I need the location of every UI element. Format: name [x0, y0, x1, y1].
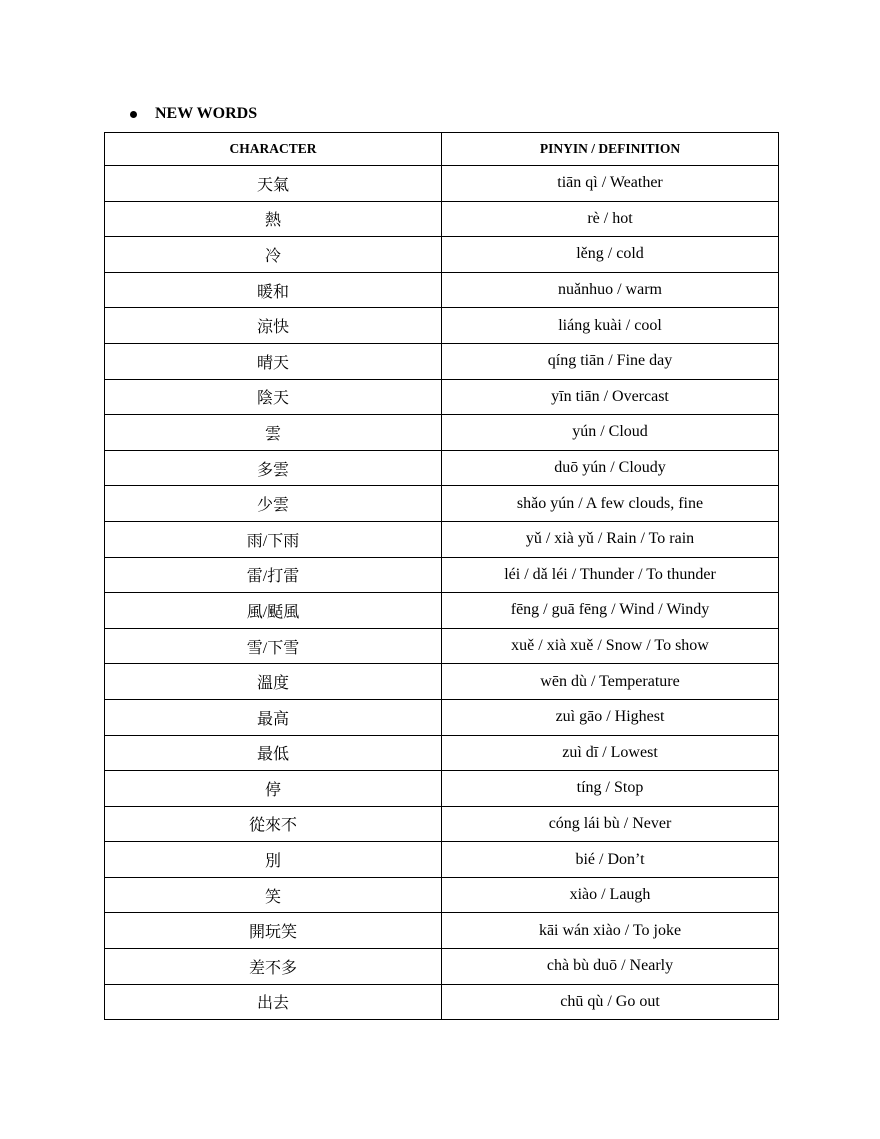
character-cell: 開玩笑 — [105, 913, 442, 949]
character-cell: 少雲 — [105, 486, 442, 522]
table-row — [105, 877, 779, 913]
definition-cell: léi / dǎ léi / Thunder / To thunder — [442, 557, 779, 593]
table-row — [105, 593, 779, 629]
table-row — [105, 557, 779, 593]
character-cell: 雷/打雷 — [105, 557, 442, 593]
table-row — [105, 308, 779, 344]
table-row — [105, 735, 779, 771]
character-cell: 風/颳風 — [105, 593, 442, 629]
definition-cell: duō yún / Cloudy — [442, 450, 779, 486]
table-row — [105, 842, 779, 878]
definition-cell: yǔ / xià yǔ / Rain / To rain — [442, 521, 779, 557]
character-cell: 涼快 — [105, 308, 442, 344]
character-cell: 最高 — [105, 699, 442, 735]
table-row — [105, 913, 779, 949]
character-cell: 別 — [105, 842, 442, 878]
table-row — [105, 415, 779, 451]
table-header-row — [105, 133, 779, 166]
table-row — [105, 984, 779, 1020]
character-cell: 晴天 — [105, 343, 442, 379]
table-row — [105, 272, 779, 308]
table-row — [105, 521, 779, 557]
definition-cell: liáng kuài / cool — [442, 308, 779, 344]
table-row — [105, 771, 779, 807]
table-row — [105, 166, 779, 202]
definition-cell: chà bù duō / Nearly — [442, 949, 779, 985]
character-cell: 暖和 — [105, 272, 442, 308]
character-cell: 冷 — [105, 237, 442, 273]
definition-cell: zuì dī / Lowest — [442, 735, 779, 771]
table-row — [105, 343, 779, 379]
table-row — [105, 664, 779, 700]
character-cell: 溫度 — [105, 664, 442, 700]
definition-cell: chū qù / Go out — [442, 984, 779, 1020]
character-cell: 差不多 — [105, 949, 442, 985]
character-cell: 雲 — [105, 415, 442, 451]
table-row — [105, 699, 779, 735]
table-row — [105, 486, 779, 522]
table-row — [105, 237, 779, 273]
definition-cell: wēn dù / Temperature — [442, 664, 779, 700]
column-header-character: CHARACTER — [105, 133, 442, 166]
section-heading — [130, 103, 257, 125]
bullet-icon — [130, 111, 137, 118]
character-cell: 最低 — [105, 735, 442, 771]
definition-cell: fēng / guā fēng / Wind / Windy — [442, 593, 779, 629]
definition-cell: tiān qì / Weather — [442, 166, 779, 202]
character-cell: 多雲 — [105, 450, 442, 486]
definition-cell: zuì gāo / Highest — [442, 699, 779, 735]
character-cell: 從來不 — [105, 806, 442, 842]
definition-cell: shǎo yún / A few clouds, fine — [442, 486, 779, 522]
character-cell: 雨/下雨 — [105, 521, 442, 557]
definition-cell: nuǎnhuo / warm — [442, 272, 779, 308]
table-row — [105, 201, 779, 237]
character-cell: 陰天 — [105, 379, 442, 415]
definition-cell: tíng / Stop — [442, 771, 779, 807]
definition-cell: cóng lái bù / Never — [442, 806, 779, 842]
definition-cell: rè / hot — [442, 201, 779, 237]
definition-cell: xuě / xià xuě / Snow / To show — [442, 628, 779, 664]
table-row — [105, 450, 779, 486]
definition-cell: bié / Don’t — [442, 842, 779, 878]
table-row — [105, 379, 779, 415]
table-row — [105, 806, 779, 842]
table-row — [105, 628, 779, 664]
vocabulary-table — [104, 132, 779, 1020]
section-heading-text: NEW WORDS — [155, 105, 258, 122]
character-cell: 停 — [105, 771, 442, 807]
character-cell: 熱 — [105, 201, 442, 237]
definition-cell: kāi wán xiào / To joke — [442, 913, 779, 949]
character-cell: 出去 — [105, 984, 442, 1020]
character-cell: 笑 — [105, 877, 442, 913]
definition-cell: yún / Cloud — [442, 415, 779, 451]
definition-cell: qíng tiān / Fine day — [442, 343, 779, 379]
table-row — [105, 949, 779, 985]
character-cell: 雪/下雪 — [105, 628, 442, 664]
definition-cell: xiào / Laugh — [442, 877, 779, 913]
definition-cell: yīn tiān / Overcast — [442, 379, 779, 415]
definition-cell: lěng / cold — [442, 237, 779, 273]
character-cell: 天氣 — [105, 166, 442, 202]
column-header-definition: PINYIN / DEFINITION — [442, 133, 779, 166]
